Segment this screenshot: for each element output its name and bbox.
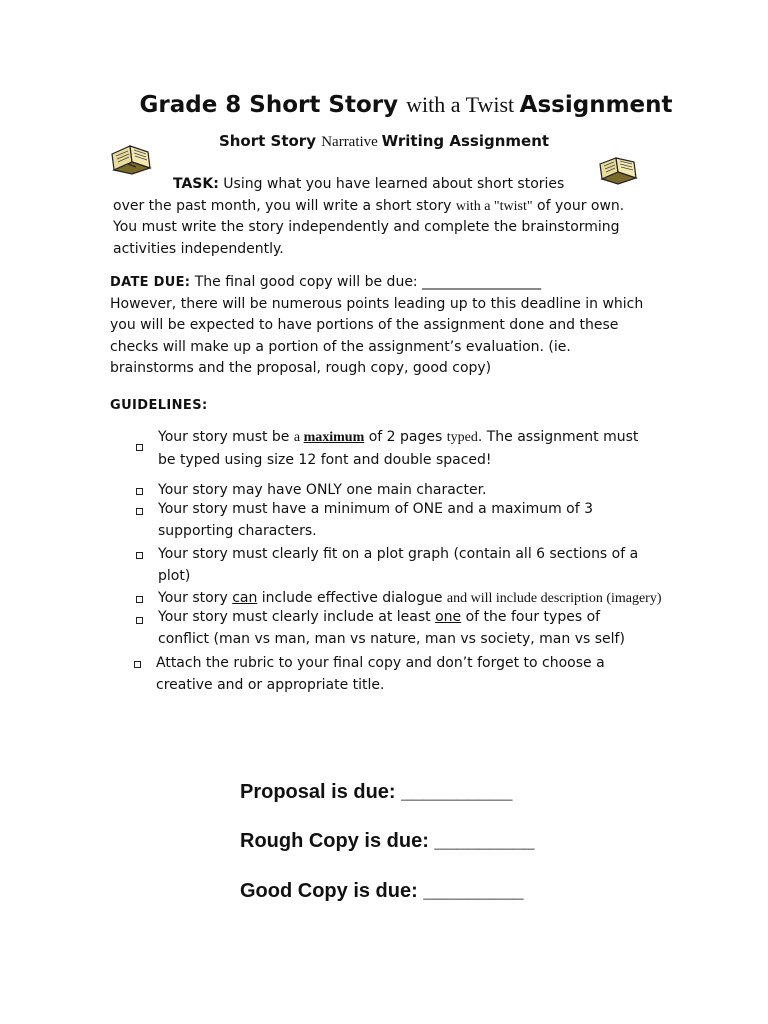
title-part-3: Assignment [519,92,673,118]
date-due-text: The final good copy will be due: _________________ [190,274,542,290]
task-text-2c: of your own. [532,197,625,214]
checkbox-bullet-icon [136,617,143,624]
guideline-1-e: typed [446,430,478,445]
date-line-5: brainstorms and the proposal, rough copy, good copy) [110,360,492,376]
guideline-1-line-2: be typed using size 12 font and double spaced! [158,452,492,468]
guideline-text: Your story may have ONLY one main character. [158,482,487,498]
subtitle-part-3: Writing Assignment [381,132,550,150]
checkbox-bullet-icon [136,508,143,515]
subtitle-part-2: Narrative [321,134,382,150]
guideline-1-maximum: maximum [303,430,365,445]
guideline-7-line-2: creative and or appropriate title. [156,677,385,693]
task-section [113,174,624,260]
guideline-3-line-2: supporting characters. [158,523,317,539]
guidelines-heading: GUIDELINES: [110,398,208,413]
checkbox-bullet-icon [136,596,143,603]
task-line-2 [113,196,624,218]
guideline-5-can: can [232,590,258,606]
guideline-5-c: include effective dialogue [257,590,447,606]
page-title [0,92,768,118]
proposal-due: Proposal is due: __________ [240,781,513,803]
rough-copy-due: Rough Copy is due: _________ [240,830,535,852]
guideline-6-line-2: conflict (man vs man, man vs nature, man vs society, man vs self) [158,631,625,647]
guideline-text [158,426,638,471]
guideline-1-f: . The assignment must [477,429,639,445]
guideline-1-b: a [293,430,304,445]
title-part-2: with a Twist [406,92,520,117]
task-text-2a: over the past month, you will write a short story [113,197,456,214]
title-part-1: Grade 8 Short Story [139,92,407,118]
guideline-6-c: of the four types of [461,609,601,625]
date-line-3: you will be expected to have portions of the assignment done and these [110,317,619,333]
guideline-6-one: one [435,609,462,625]
open-book-icon [108,140,154,176]
guideline-7-line-1: Attach the rubric to your final copy and don’t forget to choose a [156,655,605,671]
task-label: TASK: [173,176,219,192]
guideline-1-a: Your story must be [158,429,294,445]
guideline-text [158,498,593,542]
guideline-6-a: Your story must clearly include at least [158,609,436,625]
task-line-3: You must write the story independently and complete the brainstorming [113,219,620,235]
guideline-1-d: of 2 pages [364,429,447,445]
checkbox-bullet-icon [136,552,143,559]
subtitle-part-1: Short Story [218,132,322,150]
date-line-1 [110,272,643,294]
date-line-2: However, there will be numerous points leading up to this deadline in which [110,295,644,312]
date-line-4: checks will make up a portion of the assignment’s evaluation. (ie. [110,338,571,355]
date-due-section [110,272,643,380]
task-line-4: activities independently. [113,240,284,257]
checkbox-bullet-icon [136,444,143,451]
guideline-3-line-1: Your story must have a minimum of ONE and a maximum of 3 [158,501,594,517]
guideline-text [156,652,605,696]
task-text-1: Using what you have learned about short stories [218,176,565,192]
guideline-text [158,543,638,587]
checkbox-bullet-icon [134,661,141,668]
guideline-5-d: and will include description (imagery) [446,591,662,606]
guideline-4-line-1: Your story must clearly fit on a plot graph (contain all 6 sections of a [158,546,639,562]
guideline-4-line-2: plot) [158,568,191,584]
good-copy-due: Good Copy is due: _________ [240,880,524,902]
task-text-2b: with a "twist" [455,198,533,214]
checkbox-bullet-icon [136,488,143,495]
guideline-5-a: Your story [158,590,233,606]
date-due-label: DATE DUE: [110,275,191,290]
task-line-1 [113,174,624,196]
guideline-text [158,606,625,650]
